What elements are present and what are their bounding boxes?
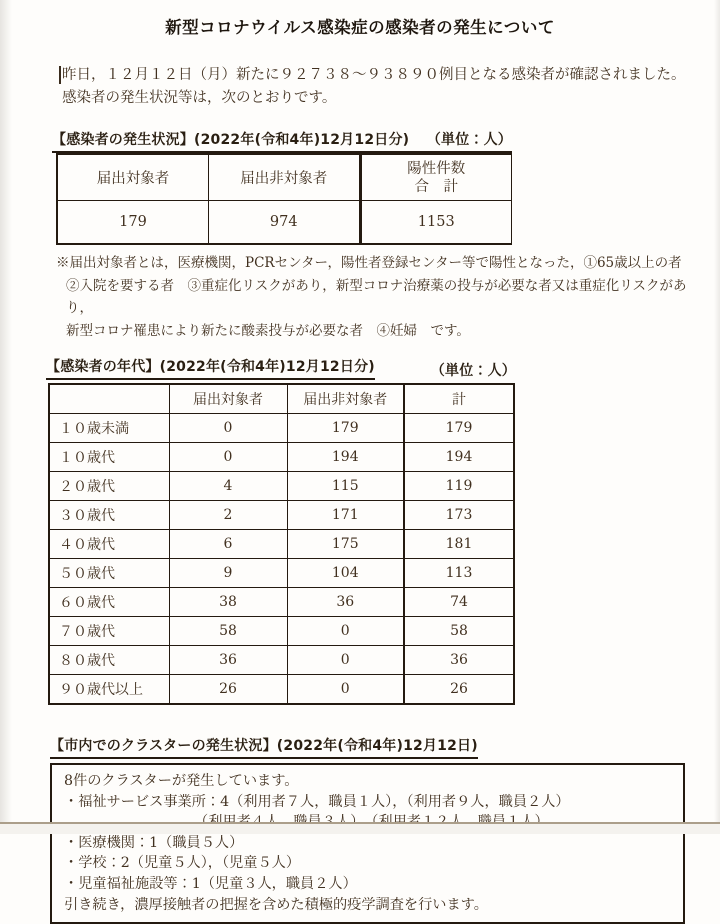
table-row — [49, 501, 514, 530]
occurrence-header-row — [57, 154, 512, 201]
table-row — [49, 559, 514, 588]
cluster-childcare: ・児童福祉施設等：1（児童３人，職員２人） — [64, 875, 357, 892]
age-non-notified: 194 — [287, 443, 404, 472]
age-non-notified: 36 — [287, 588, 404, 617]
age-col3-header: 計 — [404, 384, 514, 414]
table-row — [49, 588, 514, 617]
occurrence-col2-header: 届出非対象者 — [209, 154, 361, 201]
cluster-summary: 8件のクラスターが発生しています。 — [64, 773, 299, 789]
age-header-row — [49, 384, 514, 414]
notifiable-definition-note — [56, 252, 704, 342]
occurrence-col3-header — [360, 154, 512, 201]
age-total: 173 — [404, 501, 514, 530]
occurrence-col3-line1: 陽性件数 — [407, 160, 466, 177]
section-occurrence — [52, 129, 512, 245]
age-col1-header: 届出対象者 — [169, 384, 287, 414]
age-label: ６０歳代 — [49, 588, 169, 617]
age-non-notified: 104 — [287, 559, 404, 588]
scan-edge-left — [0, 0, 12, 832]
age-total: 74 — [404, 588, 514, 617]
cluster-heading — [50, 735, 478, 759]
age-non-notified: 0 — [287, 675, 404, 705]
age-label: １０歳未満 — [49, 414, 169, 443]
age-col2-header: 届出非対象者 — [287, 384, 404, 414]
age-non-notified: 171 — [287, 501, 404, 530]
age-total: 119 — [404, 472, 514, 501]
age-col0-header — [49, 384, 169, 414]
age-non-notified: 175 — [287, 530, 404, 559]
age-label: ３０歳代 — [49, 501, 169, 530]
age-total: 113 — [404, 559, 514, 588]
age-notified: 36 — [169, 646, 287, 675]
age-non-notified: 0 — [287, 646, 404, 675]
table-row — [49, 646, 514, 675]
cluster-closing: 引き続き，濃厚接触者の把握を含めた積極的疫学調査を行います。 — [64, 896, 488, 913]
scan-edge-right — [714, 0, 720, 832]
note-line-1: ※届出対象者とは，医療機関，PCRセンター，陽性者登録センター等で陽性となった，①65歳以上の者 — [56, 255, 682, 271]
occurrence-val2: 974 — [209, 201, 361, 245]
occurrence-value-row — [57, 201, 512, 245]
age-total: 26 — [404, 675, 514, 705]
table-row — [49, 530, 514, 559]
note-line-2: ②入院を要する者 ③重症化リスクがあり，新型コロナ治療薬の投与が必要な者又は重症化リスクがあり， — [66, 277, 687, 316]
age-label: ７０歳代 — [49, 617, 169, 646]
age-notified: 38 — [169, 588, 287, 617]
age-table — [48, 383, 515, 705]
age-notified: 2 — [169, 501, 287, 530]
age-notified: 0 — [169, 443, 287, 472]
age-total: 179 — [404, 414, 514, 443]
age-heading-text: 【感染者の年代】(2022年(令和4年)12月12日分) — [46, 356, 375, 380]
age-unit-label: （単位：人） — [430, 363, 516, 379]
note-line-3: 新型コロナ罹患により新たに酸素投与が必要な者 ④妊婦 です。 — [66, 322, 470, 339]
text-cursor — [59, 66, 61, 84]
age-non-notified: 0 — [287, 617, 404, 646]
age-label: １０歳代 — [49, 443, 169, 472]
age-notified: 4 — [169, 472, 287, 501]
age-label: ４０歳代 — [49, 530, 169, 559]
age-notified: 58 — [169, 617, 287, 646]
age-label: ２０歳代 — [49, 472, 169, 501]
cluster-heading-text: 【市内でのクラスターの発生状況】(2022年(令和4年)12月12日) — [50, 738, 478, 754]
occurrence-col1-header: 届出対象者 — [57, 154, 209, 201]
intro-line-2: 感染者の発生状況等は，次のとおりです。 — [62, 89, 337, 106]
age-total: 181 — [404, 530, 514, 559]
intro-paragraph — [62, 64, 708, 109]
intro-line-1: 昨日，１２月１２日（月）新たに９２７３８～９３８９０例目となる感染者が確認されました。 — [62, 67, 686, 83]
age-non-notified: 179 — [287, 414, 404, 443]
age-notified: 6 — [169, 530, 287, 559]
occurrence-val1: 179 — [57, 201, 209, 245]
page-title: 新型コロナウイルス感染症の感染者の発生について — [165, 18, 555, 37]
age-notified: 0 — [169, 414, 287, 443]
age-heading — [46, 356, 516, 380]
cluster-school: ・学校：2（児童５人），（児童５人） — [64, 855, 301, 872]
occurrence-val3: 1153 — [360, 201, 512, 245]
cluster-medical: ・医療機関：1（職員５人） — [64, 834, 244, 851]
cluster-box — [50, 763, 685, 924]
age-label: ８０歳代 — [49, 646, 169, 675]
age-notified: 26 — [169, 675, 287, 705]
cluster-welfare: ・福祉サービス事業所：4（利用者７人，職員１人），（利用者９人，職員２人） — [64, 793, 570, 810]
occurrence-table — [56, 153, 512, 245]
occurrence-col3-line2: 合 計 — [414, 178, 458, 195]
table-row — [49, 675, 514, 705]
occurrence-unit-label: （単位：人） — [426, 132, 512, 148]
age-total: 58 — [404, 617, 514, 646]
page-bottom-edge — [0, 822, 720, 834]
section-age — [46, 356, 516, 705]
occurrence-heading — [52, 129, 512, 153]
table-row — [49, 443, 514, 472]
age-total: 36 — [404, 646, 514, 675]
age-non-notified: 115 — [287, 472, 404, 501]
table-row — [49, 617, 514, 646]
age-label: ５０歳代 — [49, 559, 169, 588]
table-row — [49, 472, 514, 501]
age-total: 194 — [404, 443, 514, 472]
age-label: ９０歳代以上 — [49, 675, 169, 705]
age-notified: 9 — [169, 559, 287, 588]
occurrence-heading-text: 【感染者の発生状況】(2022年(令和4年)12月12日分) — [52, 132, 410, 148]
table-row — [49, 414, 514, 443]
